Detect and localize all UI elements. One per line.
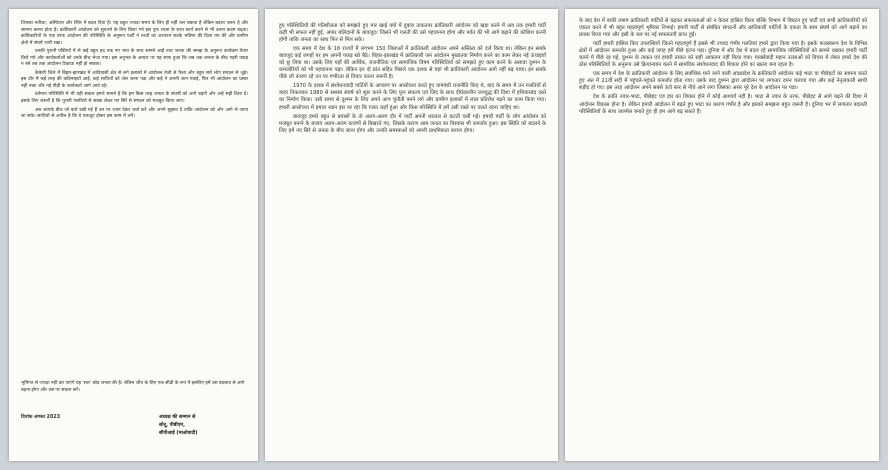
footnote: भूमिगत से ज्यादा नहीं कर पाएंगे यह 'सार' छोड़ जनता की है। लेकिन जीत के लिए एक सीढ़ी के रूप में इसलिए हमें उस बदलाव से आगे बढ़ना होगा और उस पर सवाल करें। [21, 381, 245, 393]
paragraph: एक समय में देश के क्रांतिकारी आंदोलन के लिए सर्वाधिक माने जाने वाली आंध्रप्रदेश के क्रांतिकारी आंदोलन कई भाटा या पीछेहटों का सामना करते हुए अंत में 21वीं सदी में पहुंचते-पहुंचते कमजोर होता गया। उसके बाद दुश्मन द्वारा आंदोलन पर लगातार दमन चलाया गया और कई नेतृत्वकारी साथी शहीद हो गए। इस तरह आंदोलन अपने सबसे ऊंचे स्तर से नीचे आने लगा जिसका असर पूरे देश के आंदोलन पर पड़ा। [579, 71, 867, 92]
signature-line: अध्यक्ष की सम्मान से [159, 415, 196, 420]
paragraph: पार्टी हमारी हासिल किए उपलब्धियों जितने महत्वपूर्ण हैं इससे भी ज्यादा गंभीर गलतियां हमारे द्वारा किया गया है। इसके फलस्वरूप देश के विभिन्न क्षेत्रों में आंदोलन कमजोर हुआ और कई जगह हमें पीछे हटना पड़ा। दुनिया में और देश में बदल रहे सामाजिक परिस्थितियों को सामने रखकर हमारी पार्टी चलने में पीछे रह गई, दुश्मन के ताकत एवं हमारी ताकत को सही आकलन नहीं किया गया। मार्क्सवादी महान उत्तराओं को विचार में लेकर हमारे देश की ठोस परिस्थितियों के अनुरूप उसे क्रियान्वयन करने में सामयिक संशोधनवाद की शिकार होने का खतरा बना रहता है। [579, 41, 867, 69]
paragraph: बावजूद हमारे बहुत से प्रयासों के तो अलग-अलग दौर में पार्टी अपनी धरातल से कटती चली गई। हमारी पार्टी के लोग आंदोलन को मजबूत बनाने के बजाय अलग-अलग कारणों से बिखरते गए, जिसके कारण आम जनता का विश्वास भी कमजोर हुआ। इस स्थिति को बदलने के लिए हमें नए सिरे से जनता के बीच जाना होगा और उनकी समस्याओं को अपनी प्राथमिकता बनाना होगा। [279, 113, 546, 134]
document-date: दिनांक अगस्त 2023 [21, 415, 61, 420]
paragraph: 1970 के दशक में संशोधनवादी पार्टियों के आचरण पर आलोचना करते हुए वामपंथी राजनीति किए थे, बाद के समय में उन गलतियों से बाहर निकलकर 1980 से सशस्त्र संघर्ष को शुरू करने के लिए पुनः संकल्प एवं जिद के साथ दीर्घकालीन जनयुद्ध की दिशा में हथियारबंद दस्ते का निर्माण किया। उसी समय से दुश्मन के लिए अपने आप चुनौती बनने लगे और ग्रामीण इलाकों में लाल प्रतिरोध गढ़ने का काम किया गया। हमारी आलोचना में हमारा ध्यान इस पर रहा कि गलत कहाँ हुआ और किस परिस्थिति में हमें उसी रास्ते पर चलते रहना चाहिए था। [279, 83, 546, 111]
paragraph: अब आपके बीच जो बातें रखी गई हैं उन पर ध्यान देकर चर्चा करें और अपने सुझाव दें ताकि आंदोलन को और आगे ले जाया जा सके। साथियों से अपील है कि वे एकजुट होकर इस काम में लगें। [21, 107, 248, 120]
paragraph: कैकेयी जिले में बिहार-झारखंड में आदिवासी क्षेत्र से लगे इलाकों में आंदोलन तेजी से फैला और बहुत सारे लोग संगठन से जुड़े। इस दौर में कई तरह की कठिनाइयाँ आईं, कई साथियों को जेल जाना पड़ा और कई ने अपनी जान गंवाई, फिर भी आंदोलन का प्रसार नहीं रुका और नई पीढ़ी के कार्यकर्ता आगे आते रहे। [21, 70, 248, 89]
signature-line: सीपीआई (माओवादी) [159, 431, 198, 436]
paragraph: वर्तमान परिस्थिति में भी यही सवाल हमारे सामने है कि हम किस तरह जनता के संघर्षों को आगे बढ़ाएँ और उन्हें सही दिशा दें। इसके लिए जरूरी है कि पुरानी गलतियों से सबक लेकर नए सिरे से संगठन को मजबूत किया जाए। [21, 92, 248, 105]
paragraph: एक समय में देश के 16 राज्यों में लगभग 150 जिलाओं में क्रांतिकारी आंदोलन अपने अस्तित्व को दर्ज किया था। लेकिन इन सबके बावजूद कई जगहों पर हम अपनी पकड़ खो बैठे। बिहार-झारखंड में क्रांतिकारी जन आंदोलन मुख्यतया निर्माण करने का काम लेकर नई ऊंचाइयों को छू लिया था। उसके लिए यहाँ की आर्थिक, राजनीतिक एवं सामाजिक विषम परिस्थितियों को समझते हुए काम करने के अलावा दुश्मन के कमजोरियों को भी पहचानना पड़ा। लेकिन इन दो प्रांत सहित पिछले एक दशक से यहां भी क्रांतिकारी आंदोलन आगे नहीं बढ़ पाया। इन सबके पीछे जो कारण रहे उन पर गंभीरता से विचार करना जरूरी है। [279, 46, 546, 81]
document-page-3 [565, 9, 879, 461]
signature-line: सोनू, पीबीएम, [159, 423, 185, 428]
paragraph: देश के क्रांति ज्वार-भाटा, पीछेहट एवं हार का शिकार होने में कोई आश्चर्य नहीं है। भाटा से ज्वार के तरफ, पीछेहट से आगे बढ़ने की दिशा में आंदोलन विकास होना है। लेकिन हमारी आंदोलन में बढ़ते हुए भाटा का कारण गंभीर है और इसको समझना बहुत जरूरी है। दुनिया भर में लगातार बदलती परिस्थितियों के साथ तालमेल बनाते हुए ही हम आगे बढ़ सकते हैं। [579, 94, 867, 115]
signature-block [159, 414, 197, 438]
paragraph: उनकी पुरानी पंक्तियों में से कई बहुत हद तक नए भाव के साथ सामने आईं तथा जनता की समझ के अनुरूप कार्यक्रम तैयार किये गये और कार्यकर्ताओं को उनके बीच भेजा गया। इस अनुभव के आधार पर यह साफ हुआ कि जब तक जनता के बीच गहरी पकड़ न बने तब तक आंदोलन टिकाऊ नहीं हो सकता। [21, 49, 248, 68]
paragraph: जिनका नतीजा, अस्थिरता और स्थिर में बदल दिया है। यह बहुत ज्यादा समय के लिए ही नहीं चल सकता है लेकिन बदला जरूर है और सामना करना होता है। क्रांतिकारी आंदोलन को सुधारने के लिए किया गये इस पुनः रचना के साथ कार्य करने से भी उतना कदम बढ़ता। क्रांतिकारियों के एक तरफ आंदोलन की परिस्थिति के अनुरूप पार्टी ने तथ्यों का अध्ययन करके भविष्य की दिशा तय की और ग्रामीण क्षेत्रों में संघर्ष जारी रखा। [21, 21, 248, 46]
paragraph: हुए परिस्थितियों की गतिशीलता को समझते हुए मार खाई क्यों में दुबारा ताकतवर क्रांतिकारी आंदोलन को खड़ा करने में अब तक हमारी पार्टी कहीं भी सफल नहीं हुई, अपार बलिदानों के बावजूद। जिसने भी गलती की उसे पहचानना होगा और पर्वत की भी आगे बढ़ाने की कोशिश करनी होगी ताकि जनता का साथ फिर से मिल सके। [279, 23, 546, 44]
document-page-1 [9, 9, 258, 461]
document-page-2 [265, 9, 558, 461]
paragraph: के बाद देश में बाकी तमाम क्रांतिकारी पार्टियों से बढ़कर सफलताओं को न केवल हासिल किया बल्कि विभाग में विघटन हुए पार्टी एवं सभी क्रांतिकारियों को एकता करने में भी बहुत महत्वपूर्ण भूमिका निभाई। हमारी पार्टी से संबंधित संगठनों और क्रांतिकारी पार्टियों के एकता के साथ संघर्ष को आगे बढ़ाने का प्रयास किया गया और इसी के बल पर नई सफलताएँ प्राप्त हुईं। [579, 18, 867, 39]
